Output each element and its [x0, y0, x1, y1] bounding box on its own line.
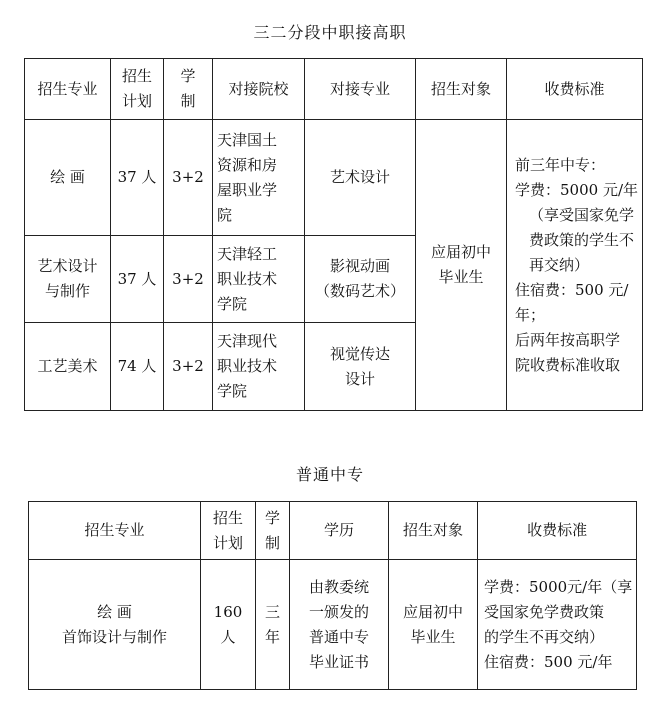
row-target-major: 视觉传达 设计	[305, 323, 416, 411]
row-plan: 74 人	[111, 323, 164, 411]
table-row	[29, 560, 637, 690]
row-target-major: 艺术设计	[305, 120, 416, 236]
row-target-major: 影视动画 （数码艺术）	[305, 236, 416, 323]
header-plan: 招生 计划	[111, 59, 164, 120]
row-major: 绘 画 首饰设计与制作	[29, 560, 201, 690]
row-system: 3+2	[164, 323, 213, 411]
row-plan: 37 人	[111, 236, 164, 323]
header-major: 招生专业	[29, 502, 201, 560]
header-target: 招生对象	[416, 59, 507, 120]
row-education: 由教委统 一颁发的 普通中专 毕业证书	[290, 560, 389, 690]
header-fee: 收费标准	[478, 502, 637, 560]
header-fee: 收费标准	[507, 59, 643, 120]
row-plan: 37 人	[111, 120, 164, 236]
row-major: 工艺美术	[25, 323, 111, 411]
header-education: 学历	[290, 502, 389, 560]
row-plan: 160 人	[201, 560, 256, 690]
header-system: 学 制	[256, 502, 290, 560]
header-school: 对接院校	[213, 59, 305, 120]
vocational-table	[24, 58, 643, 411]
header-system: 学 制	[164, 59, 213, 120]
row-major: 艺术设计 与制作	[25, 236, 111, 323]
row-system: 3+2	[164, 236, 213, 323]
target-cell: 应届初中 毕业生	[416, 120, 507, 411]
table-header-row	[29, 502, 637, 560]
row-school: 天津现代 职业技术 学院	[213, 323, 305, 411]
header-plan: 招生 计划	[201, 502, 256, 560]
row-major: 绘 画	[25, 120, 111, 236]
row-target: 应届初中 毕业生	[389, 560, 478, 690]
table-row	[25, 120, 643, 236]
section2-title: 普通中专	[295, 465, 364, 484]
secondary-table	[28, 501, 637, 690]
header-target-major: 对接专业	[305, 59, 416, 120]
row-system: 三 年	[256, 560, 290, 690]
header-target: 招生对象	[389, 502, 478, 560]
section1-title: 三二分段中职接高职	[253, 23, 407, 42]
fee-cell: 学费：5000元/年（享 受国家免学费政策 的学生不再交纳） 住宿费：500 元/年	[478, 560, 637, 690]
fee-cell: 前三年中专： 学费：5000 元/年 （享受国家免学 费政策的学生不 再交纳） 住宿费：500 元/ 年； 后两年按高职学 院收费标准收取	[507, 120, 643, 411]
table-header-row	[25, 59, 643, 120]
row-school: 天津国土 资源和房 屋职业学 院	[213, 120, 305, 236]
row-system: 3+2	[164, 120, 213, 236]
row-school: 天津轻工 职业技术 学院	[213, 236, 305, 323]
header-major: 招生专业	[25, 59, 111, 120]
